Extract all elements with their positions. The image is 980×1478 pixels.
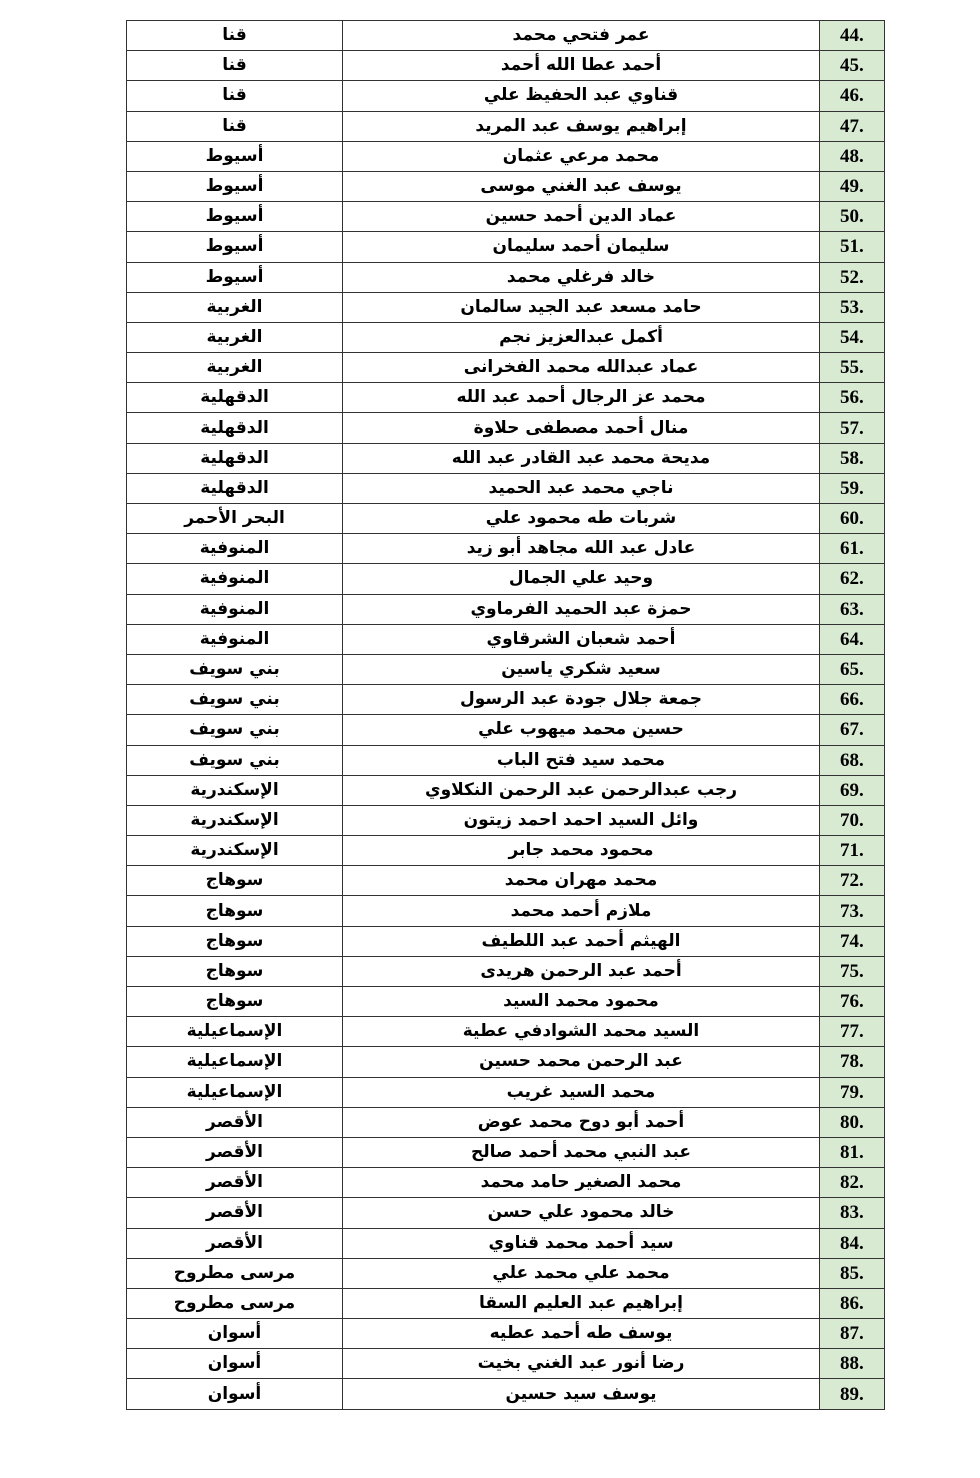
row-number-cell: 88.	[820, 1349, 885, 1379]
row-number-cell: 63.	[820, 594, 885, 624]
governorate-cell: المنوفية	[127, 594, 343, 624]
governorate-cell: المنوفية	[127, 564, 343, 594]
row-number-cell: 58.	[820, 443, 885, 473]
table-row	[127, 1198, 885, 1228]
table-row	[127, 1258, 885, 1288]
row-number-cell: 52.	[820, 262, 885, 292]
governorate-cell: قنا	[127, 21, 343, 51]
row-number-cell: 51.	[820, 232, 885, 262]
governorate-cell: بني سويف	[127, 654, 343, 684]
table-row	[127, 745, 885, 775]
table-row	[127, 202, 885, 232]
governorate-cell: الغربية	[127, 322, 343, 352]
person-name-cell: محمد الصغير حامد محمد	[343, 1168, 820, 1198]
row-number-cell: 86.	[820, 1288, 885, 1318]
row-number-cell: 67.	[820, 715, 885, 745]
table-row	[127, 262, 885, 292]
governorate-cell: أسوان	[127, 1319, 343, 1349]
table-row	[127, 353, 885, 383]
row-number-cell: 44.	[820, 21, 885, 51]
table-row	[127, 1228, 885, 1258]
person-name-cell: رضا أنور عبد الغني بخيت	[343, 1349, 820, 1379]
table-row	[127, 1077, 885, 1107]
row-number-cell: 62.	[820, 564, 885, 594]
table-row	[127, 1288, 885, 1318]
governorate-cell: الأقصر	[127, 1198, 343, 1228]
table-row	[127, 141, 885, 171]
person-name-cell: منال أحمد مصطفى حلاوة	[343, 413, 820, 443]
table-row	[127, 443, 885, 473]
row-number-cell: 65.	[820, 654, 885, 684]
governorate-cell: سوهاج	[127, 896, 343, 926]
table-row	[127, 1349, 885, 1379]
person-name-cell: سعيد شكري ياسين	[343, 654, 820, 684]
names-table-body	[127, 21, 885, 1410]
governorate-cell: الإسماعيلية	[127, 1017, 343, 1047]
governorate-cell: قنا	[127, 111, 343, 141]
person-name-cell: محمد علي محمد علي	[343, 1258, 820, 1288]
person-name-cell: محمود محمد جابر	[343, 836, 820, 866]
person-name-cell: السيد محمد الشوادفي عطية	[343, 1017, 820, 1047]
table-row	[127, 926, 885, 956]
table-row	[127, 473, 885, 503]
table-row	[127, 1107, 885, 1137]
governorate-cell: المنوفية	[127, 534, 343, 564]
table-row	[127, 866, 885, 896]
person-name-cell: ملازم أحمد محمد	[343, 896, 820, 926]
person-name-cell: محمد مرعي عثمان	[343, 141, 820, 171]
governorate-cell: مرسى مطروح	[127, 1288, 343, 1318]
row-number-cell: 72.	[820, 866, 885, 896]
names-table	[126, 20, 885, 1410]
governorate-cell: المنوفية	[127, 624, 343, 654]
row-number-cell: 84.	[820, 1228, 885, 1258]
person-name-cell: أحمد أبو دوح محمد عوض	[343, 1107, 820, 1137]
table-row	[127, 171, 885, 201]
person-name-cell: يوسف عبد الغني موسى	[343, 171, 820, 201]
person-name-cell: قناوي عبد الحفيظ علي	[343, 81, 820, 111]
row-number-cell: 57.	[820, 413, 885, 443]
row-number-cell: 54.	[820, 322, 885, 352]
row-number-cell: 75.	[820, 956, 885, 986]
row-number-cell: 56.	[820, 383, 885, 413]
table-row	[127, 987, 885, 1017]
person-name-cell: محمد مهران محمد	[343, 866, 820, 896]
person-name-cell: محمود محمد السيد	[343, 987, 820, 1017]
governorate-cell: الغربية	[127, 292, 343, 322]
row-number-cell: 73.	[820, 896, 885, 926]
governorate-cell: مرسى مطروح	[127, 1258, 343, 1288]
row-number-cell: 64.	[820, 624, 885, 654]
person-name-cell: خالد فرغلي محمد	[343, 262, 820, 292]
governorate-cell: أسيوط	[127, 232, 343, 262]
governorate-cell: قنا	[127, 51, 343, 81]
governorate-cell: الدقهلية	[127, 473, 343, 503]
person-name-cell: خالد محمود علي حسن	[343, 1198, 820, 1228]
governorate-cell: أسوان	[127, 1379, 343, 1409]
row-number-cell: 59.	[820, 473, 885, 503]
table-row	[127, 624, 885, 654]
person-name-cell: جمعة جلال جودة عبد الرسول	[343, 685, 820, 715]
governorate-cell: سوهاج	[127, 956, 343, 986]
governorate-cell: الأقصر	[127, 1228, 343, 1258]
governorate-cell: الأقصر	[127, 1107, 343, 1137]
row-number-cell: 87.	[820, 1319, 885, 1349]
person-name-cell: أحمد عبد الرحمن هريدى	[343, 956, 820, 986]
table-row	[127, 1047, 885, 1077]
row-number-cell: 46.	[820, 81, 885, 111]
row-number-cell: 68.	[820, 745, 885, 775]
table-row	[127, 1017, 885, 1047]
row-number-cell: 70.	[820, 805, 885, 835]
row-number-cell: 69.	[820, 775, 885, 805]
person-name-cell: سيد أحمد محمد قناوي	[343, 1228, 820, 1258]
governorate-cell: بني سويف	[127, 685, 343, 715]
table-row	[127, 111, 885, 141]
person-name-cell: سليمان أحمد سليمان	[343, 232, 820, 262]
person-name-cell: أحمد عطا الله أحمد	[343, 51, 820, 81]
governorate-cell: أسوان	[127, 1349, 343, 1379]
table-row	[127, 805, 885, 835]
person-name-cell: شربات طه محمود علي	[343, 504, 820, 534]
table-row	[127, 594, 885, 624]
person-name-cell: وحيد علي الجمال	[343, 564, 820, 594]
governorate-cell: أسيوط	[127, 202, 343, 232]
governorate-cell: أسيوط	[127, 171, 343, 201]
row-number-cell: 66.	[820, 685, 885, 715]
row-number-cell: 85.	[820, 1258, 885, 1288]
table-row	[127, 21, 885, 51]
governorate-cell: الدقهلية	[127, 383, 343, 413]
row-number-cell: 89.	[820, 1379, 885, 1409]
row-number-cell: 61.	[820, 534, 885, 564]
row-number-cell: 53.	[820, 292, 885, 322]
table-row	[127, 956, 885, 986]
table-row	[127, 715, 885, 745]
person-name-cell: عبد الرحمن محمد حسين	[343, 1047, 820, 1077]
row-number-cell: 47.	[820, 111, 885, 141]
governorate-cell: الأقصر	[127, 1137, 343, 1167]
row-number-cell: 50.	[820, 202, 885, 232]
row-number-cell: 74.	[820, 926, 885, 956]
person-name-cell: أحمد شعبان الشرقاوي	[343, 624, 820, 654]
person-name-cell: إبراهيم يوسف عبد المريد	[343, 111, 820, 141]
governorate-cell: البحر الأحمر	[127, 504, 343, 534]
row-number-cell: 60.	[820, 504, 885, 534]
person-name-cell: إبراهيم عبد العليم السقا	[343, 1288, 820, 1318]
person-name-cell: حسين محمد ميهوب علي	[343, 715, 820, 745]
person-name-cell: ناجي محمد عبد الحميد	[343, 473, 820, 503]
governorate-cell: الأقصر	[127, 1168, 343, 1198]
row-number-cell: 83.	[820, 1198, 885, 1228]
person-name-cell: عماد الدين أحمد حسين	[343, 202, 820, 232]
table-row	[127, 1137, 885, 1167]
person-name-cell: محمد السيد غريب	[343, 1077, 820, 1107]
table-row	[127, 654, 885, 684]
row-number-cell: 81.	[820, 1137, 885, 1167]
person-name-cell: مديحة محمد عبد القادر عبد الله	[343, 443, 820, 473]
governorate-cell: سوهاج	[127, 866, 343, 896]
governorate-cell: الإسكندرية	[127, 836, 343, 866]
table-row	[127, 896, 885, 926]
table-row	[127, 81, 885, 111]
table-row	[127, 322, 885, 352]
row-number-cell: 71.	[820, 836, 885, 866]
row-number-cell: 55.	[820, 353, 885, 383]
governorate-cell: بني سويف	[127, 715, 343, 745]
person-name-cell: الهيثم أحمد عبد اللطيف	[343, 926, 820, 956]
table-row	[127, 51, 885, 81]
row-number-cell: 79.	[820, 1077, 885, 1107]
governorate-cell: سوهاج	[127, 926, 343, 956]
table-row	[127, 232, 885, 262]
row-number-cell: 76.	[820, 987, 885, 1017]
row-number-cell: 48.	[820, 141, 885, 171]
person-name-cell: يوسف سيد حسين	[343, 1379, 820, 1409]
governorate-cell: أسيوط	[127, 141, 343, 171]
row-number-cell: 77.	[820, 1017, 885, 1047]
person-name-cell: عادل عبد الله مجاهد أبو زيد	[343, 534, 820, 564]
table-row	[127, 685, 885, 715]
table-row	[127, 836, 885, 866]
table-row	[127, 413, 885, 443]
governorate-cell: الإسماعيلية	[127, 1077, 343, 1107]
table-row	[127, 1168, 885, 1198]
row-number-cell: 45.	[820, 51, 885, 81]
governorate-cell: أسيوط	[127, 262, 343, 292]
person-name-cell: عمر فتحي محمد	[343, 21, 820, 51]
governorate-cell: قنا	[127, 81, 343, 111]
governorate-cell: الدقهلية	[127, 443, 343, 473]
governorate-cell: سوهاج	[127, 987, 343, 1017]
governorate-cell: الغربية	[127, 353, 343, 383]
row-number-cell: 80.	[820, 1107, 885, 1137]
table-row	[127, 534, 885, 564]
governorate-cell: بني سويف	[127, 745, 343, 775]
person-name-cell: محمد سيد فتح الباب	[343, 745, 820, 775]
row-number-cell: 78.	[820, 1047, 885, 1077]
table-row	[127, 775, 885, 805]
person-name-cell: وائل السيد احمد احمد زيتون	[343, 805, 820, 835]
person-name-cell: حامد مسعد عبد الجيد سالمان	[343, 292, 820, 322]
row-number-cell: 49.	[820, 171, 885, 201]
person-name-cell: رجب عبدالرحمن عبد الرحمن النكلاوي	[343, 775, 820, 805]
person-name-cell: أكمل عبدالعزيز نجم	[343, 322, 820, 352]
governorate-cell: الإسماعيلية	[127, 1047, 343, 1077]
person-name-cell: عماد عبدالله محمد الفخرانى	[343, 353, 820, 383]
table-row	[127, 1379, 885, 1409]
governorate-cell: الدقهلية	[127, 413, 343, 443]
person-name-cell: عبد النبي محمد أحمد صالح	[343, 1137, 820, 1167]
person-name-cell: يوسف طه أحمد عطيه	[343, 1319, 820, 1349]
governorate-cell: الإسكندرية	[127, 805, 343, 835]
governorate-cell: الإسكندرية	[127, 775, 343, 805]
table-row	[127, 1319, 885, 1349]
row-number-cell: 82.	[820, 1168, 885, 1198]
person-name-cell: محمد عز الرجال أحمد عبد الله	[343, 383, 820, 413]
table-row	[127, 292, 885, 322]
table-row	[127, 504, 885, 534]
table-row	[127, 383, 885, 413]
table-row	[127, 564, 885, 594]
person-name-cell: حمزة عبد الحميد الفرماوي	[343, 594, 820, 624]
